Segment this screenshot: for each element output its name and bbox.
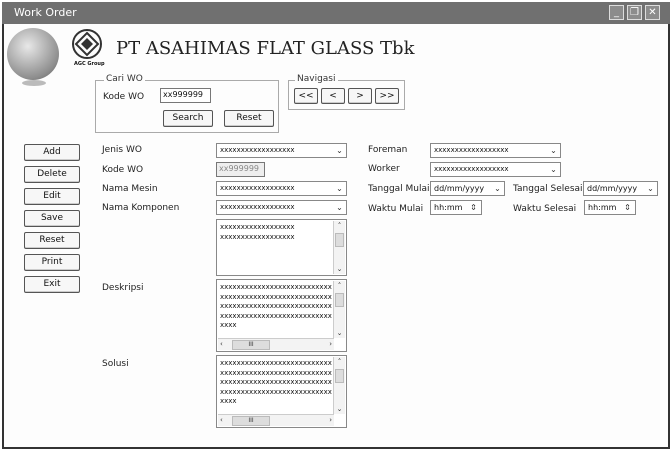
reset-button[interactable]: Reset [24, 232, 80, 249]
foreman-value: xxxxxxxxxxxxxxxxxx [434, 146, 509, 154]
nama-komponen-value: xxxxxxxxxxxxxxxxxx [220, 203, 295, 211]
search-kode-label: Kode WO [103, 92, 145, 102]
chevron-down-icon: ⌄ [336, 184, 343, 193]
nav-first-button[interactable]: << [294, 88, 318, 104]
logo-shadow [22, 80, 46, 86]
search-button[interactable]: Search [163, 110, 213, 127]
company-photo-logo [7, 28, 59, 80]
exit-button[interactable]: Exit [24, 276, 80, 293]
worker-label: Worker [368, 164, 400, 174]
solusi-label: Solusi [102, 359, 129, 369]
company-name: PT ASAHIMAS FLAT GLASS Tbk [116, 38, 415, 59]
scroll-down-icon: ⌄ [336, 329, 343, 337]
edit-button[interactable]: Edit [24, 188, 80, 205]
waktu-mulai-label: Waktu Mulai [368, 204, 424, 214]
search-kode-input[interactable]: xx999999 [160, 88, 211, 103]
navigation-group-label: Navigasi [297, 74, 336, 84]
tanggal-selesai-label: Tanggal Selesai [513, 184, 583, 194]
chevron-down-icon: ⌄ [550, 146, 557, 155]
hscroll-thumb[interactable]: III [232, 416, 270, 426]
spinner-icon[interactable]: ⇕ [470, 203, 477, 212]
komponen-list-text: xxxxxxxxxxxxxxxxxx xxxxxxxxxxxxxxxxxx [220, 223, 295, 241]
tanggal-selesai-picker[interactable] [583, 181, 658, 196]
save-button[interactable]: Save [24, 210, 80, 227]
deskripsi-vscrollbar[interactable] [333, 281, 345, 338]
window-title: Work Order [14, 6, 77, 19]
scroll-up-icon: ˄ [337, 358, 342, 366]
tanggal-mulai-picker[interactable] [430, 181, 505, 196]
komponen-list[interactable] [216, 219, 347, 276]
nav-next-button[interactable]: > [348, 88, 372, 104]
maximize-button[interactable]: ❐ [627, 5, 642, 20]
nama-mesin-select[interactable] [216, 181, 347, 196]
nama-mesin-value: xxxxxxxxxxxxxxxxxx [220, 184, 295, 192]
scroll-thumb[interactable] [335, 293, 344, 307]
search-reset-button[interactable]: Reset [224, 110, 274, 127]
print-button[interactable]: Print [24, 254, 80, 271]
scroll-down-icon: ⌄ [336, 265, 343, 273]
waktu-selesai-value: hh:mm [588, 203, 617, 212]
tanggal-mulai-label: Tanggal Mulai [368, 184, 430, 194]
deskripsi-text: xxxxxxxxxxxxxxxxxxxxxxxxxxx xxxxxxxxxxxxxxxxxxxxxxxxxxx xxxxxxxxxxxxxxxxxxxxxxxxxxx xxxxxxxxxxxxxxxxxxxxxxxxxxx xxxx [220, 283, 332, 329]
jenis-wo-label: Jenis WO [102, 145, 142, 155]
nama-mesin-label: Nama Mesin [102, 184, 158, 194]
scroll-thumb[interactable] [335, 369, 344, 383]
waktu-selesai-label: Waktu Selesai [513, 204, 577, 214]
nav-prev-button[interactable]: < [321, 88, 345, 104]
foreman-select[interactable] [430, 143, 561, 158]
scroll-left-icon: ‹ [220, 416, 223, 424]
kode-wo-field: xx999999 [216, 162, 265, 177]
scroll-up-icon: ˄ [337, 282, 342, 290]
minimize-button[interactable]: _ [609, 5, 624, 20]
scroll-up-icon: ˄ [337, 222, 342, 230]
waktu-mulai-spinner[interactable] [430, 200, 482, 215]
tanggal-selesai-value: dd/mm/yyyy [587, 184, 638, 193]
jenis-wo-select[interactable] [216, 143, 347, 158]
logo-caption: AGC Group [74, 61, 105, 67]
jenis-wo-value: xxxxxxxxxxxxxxxxxx [220, 146, 295, 154]
scroll-right-icon: › [329, 416, 332, 424]
komponen-scrollbar[interactable] [333, 221, 345, 274]
delete-button[interactable]: Delete [24, 166, 80, 183]
kode-wo-label: Kode WO [102, 165, 144, 175]
solusi-hscrollbar[interactable] [218, 414, 334, 426]
nama-komponen-label: Nama Komponen [102, 203, 180, 213]
tanggal-mulai-value: dd/mm/yyyy [434, 184, 485, 193]
agc-logo-icon [68, 28, 106, 60]
deskripsi-label: Deskripsi [102, 283, 144, 293]
chevron-down-icon: ⌄ [336, 146, 343, 155]
chevron-down-icon: ⌄ [494, 184, 501, 193]
solusi-vscrollbar[interactable] [333, 357, 345, 414]
nav-last-button[interactable]: >> [375, 88, 399, 104]
scroll-down-icon: ⌄ [336, 405, 343, 413]
waktu-mulai-value: hh:mm [434, 203, 463, 212]
chevron-down-icon: ⌄ [336, 203, 343, 212]
nama-komponen-select[interactable] [216, 200, 347, 215]
deskripsi-textarea[interactable] [216, 279, 347, 352]
foreman-label: Foreman [368, 145, 408, 155]
worker-select[interactable] [430, 162, 561, 177]
spinner-icon[interactable]: ⇕ [624, 203, 631, 212]
solusi-textarea[interactable] [216, 355, 347, 428]
close-button[interactable]: ✕ [645, 5, 660, 20]
scroll-thumb[interactable] [335, 233, 344, 247]
title-bar [2, 2, 670, 24]
scroll-left-icon: ‹ [220, 340, 223, 348]
deskripsi-hscrollbar[interactable] [218, 338, 334, 350]
solusi-text: xxxxxxxxxxxxxxxxxxxxxxxxxxx xxxxxxxxxxxxxxxxxxxxxxxxxxx xxxxxxxxxxxxxxxxxxxxxxxxxxx xxxxxxxxxxxxxxxxxxxxxxxxxxx xxxx [220, 359, 332, 405]
hscroll-thumb[interactable]: III [232, 340, 270, 350]
scroll-right-icon: › [329, 340, 332, 348]
worker-value: xxxxxxxxxxxxxxxxxx [434, 165, 509, 173]
waktu-selesai-spinner[interactable] [584, 200, 636, 215]
search-group-label: Cari WO [106, 74, 143, 84]
chevron-down-icon: ⌄ [550, 165, 557, 174]
add-button[interactable]: Add [24, 144, 80, 161]
chevron-down-icon: ⌄ [647, 184, 654, 193]
